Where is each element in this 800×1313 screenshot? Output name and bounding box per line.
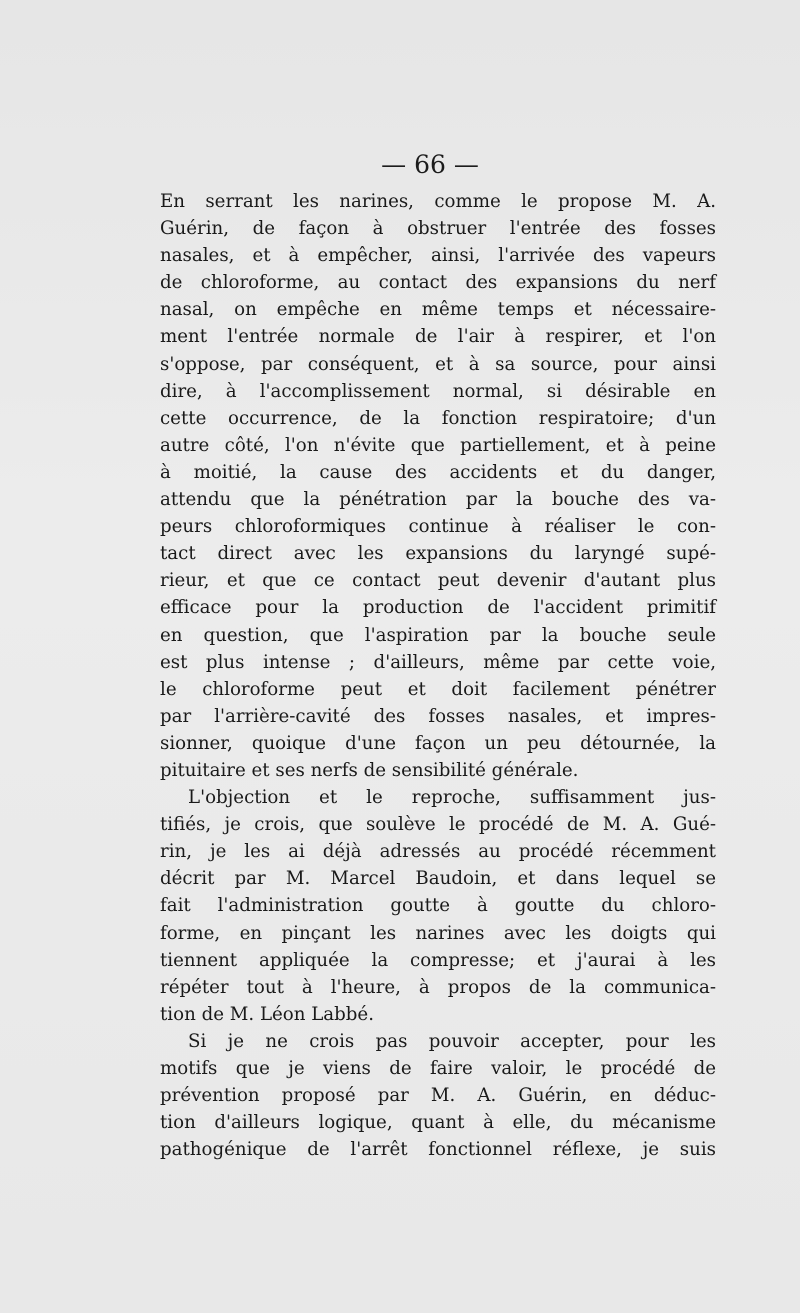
- text-line: Guérin, de façon à obstruer l'entrée des fosses: [160, 218, 716, 240]
- text-line: prévention proposé par M. A. Guérin, en déduc-: [160, 1085, 716, 1107]
- paragraph-1: [160, 188, 716, 784]
- text-line: L'objection et le reproche, suffisamment jus-: [188, 787, 716, 809]
- paragraph-3: [160, 1028, 716, 1163]
- text-line: s'oppose, par conséquent, et à sa source, pour ainsi: [160, 353, 716, 375]
- text-line: rin, je les ai déjà adressés au procédé récemment: [160, 841, 716, 863]
- text-line: de chloroforme, au contact des expansions du nerf: [160, 272, 716, 294]
- text-line: ment l'entrée normale de l'air à respirer, et l'on: [160, 326, 716, 348]
- text-line: attendu que la pénétration par la bouche des va-: [160, 489, 716, 511]
- text-line: le chloroforme peut et doit facilement pénétrer: [160, 678, 716, 700]
- paragraph-2: [160, 784, 716, 1028]
- text-line: En serrant les narines, comme le propose M. A.: [160, 191, 716, 212]
- text-line: Si je ne crois pas pouvoir accepter, pour les: [188, 1030, 716, 1052]
- text-line: tion de M. Léon Labbé.: [160, 1003, 374, 1025]
- text-line: est plus intense ; d'ailleurs, même par cette voie,: [160, 651, 716, 673]
- text-line: fait l'administration goutte à goutte du chloro-: [160, 895, 716, 917]
- page-number: — 66 —: [381, 150, 479, 179]
- text-line: par l'arrière-cavité des fosses nasales, et impres-: [160, 705, 716, 727]
- text-line: dire, à l'accomplissement normal, si désirable en: [160, 380, 716, 402]
- text-line: motifs que je viens de faire valoir, le procédé de: [160, 1058, 716, 1079]
- text-line: décrit par M. Marcel Baudoin, et dans lequel se: [160, 868, 716, 890]
- text-line: pituitaire et ses nerfs de sensibilité générale.: [160, 759, 579, 781]
- text-line: peurs chloroformiques continue à réaliser le con-: [160, 516, 716, 538]
- text-line: efficace pour la production de l'accident primitif: [160, 597, 716, 619]
- text-line: nasales, et à empêcher, ainsi, l'arrivée des vapeurs: [160, 245, 716, 267]
- text-line: tifiés, je crois, que soulève le procédé de M. A. Gué-: [160, 814, 716, 836]
- text-line: rieur, et que ce contact peut devenir d'autant plus: [160, 570, 716, 592]
- text-line: cette occurrence, de la fonction respiratoire; d'un: [160, 407, 716, 429]
- text-line: autre côté, l'on n'évite que partiellement, et à peine: [160, 434, 716, 456]
- text-line: tion d'ailleurs logique, quant à elle, du mécanisme: [160, 1112, 716, 1134]
- text-line: tiennent appliquée la compresse; et j'aurai à les: [160, 949, 716, 971]
- body-text: [160, 188, 716, 1163]
- text-line: tact direct avec les expansions du laryngé supé-: [160, 543, 716, 565]
- text-line: forme, en pinçant les narines avec les doigts qui: [160, 922, 716, 944]
- text-line: en question, que l'aspiration par la bouche seule: [160, 624, 716, 646]
- text-line: sionner, quoique d'une façon un peu détournée, la: [160, 732, 716, 754]
- text-line: répéter tout à l'heure, à propos de la communica-: [160, 976, 716, 998]
- text-line: pathogénique de l'arrêt fonctionnel réflexe, je suis: [160, 1139, 716, 1161]
- text-line: à moitié, la cause des accidents et du danger,: [160, 461, 716, 483]
- text-line: nasal, on empêche en même temps et nécessaire-: [160, 299, 716, 321]
